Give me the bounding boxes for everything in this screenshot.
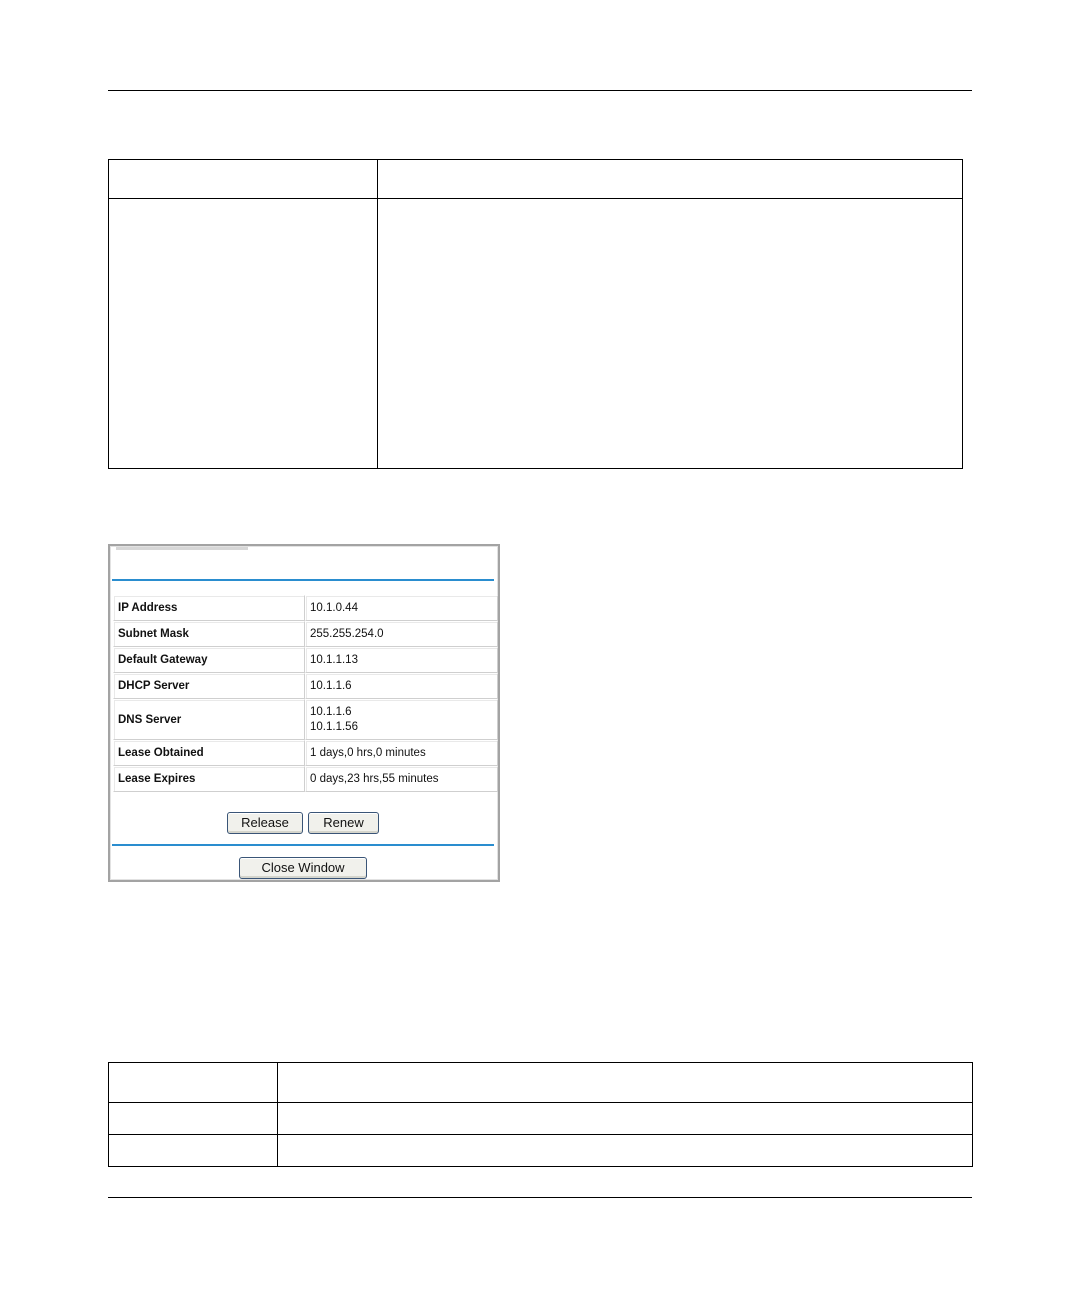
bottom-table-row2-cell-2 [278,1135,973,1167]
header-rule [108,90,972,91]
info-row-label: DHCP Server [113,673,305,699]
connection-status-dialog [108,544,500,882]
close-window-button[interactable]: Close Window [239,857,367,879]
info-row [113,699,498,740]
info-value-line: 10.1.0.44 [310,601,358,614]
info-row-value [305,673,498,699]
dialog-bottom-divider [112,844,494,846]
bottom-table-row1-cell-1 [109,1103,278,1135]
info-row-value [305,766,498,792]
info-row-label: DNS Server [113,699,305,740]
info-row [113,621,498,647]
top-table-header-cell-2 [378,160,963,199]
bottom-table-header-cell-2 [278,1063,973,1103]
top-table-header-cell-1 [109,160,378,199]
info-row-value [305,621,498,647]
footer-rule [108,1197,972,1198]
info-row [113,740,498,766]
info-value-line: 10.1.1.13 [310,653,358,666]
info-row-label: Subnet Mask [113,621,305,647]
connection-info-table [113,595,498,792]
info-value-line: 255.255.254.0 [310,627,384,640]
info-value-line: 10.1.1.6 [310,679,352,692]
top-table-body-cell-2 [378,199,963,469]
info-row-label: IP Address [113,595,305,621]
info-row-label: Default Gateway [113,647,305,673]
info-value-line: 1 days,0 hrs,0 minutes [310,746,426,759]
info-row-value [305,699,498,740]
renew-button[interactable]: Renew [308,812,379,834]
info-row-label: Lease Expires [113,766,305,792]
bottom-table-row1-cell-2 [278,1103,973,1135]
info-value-line: 10.1.1.56 [310,720,358,733]
top-doc-table [108,159,963,469]
top-table-body-cell-1 [109,199,378,469]
bottom-table-header-cell-1 [109,1063,278,1103]
dialog-top-divider [112,579,494,581]
info-row [113,673,498,699]
info-row [113,595,498,621]
dialog-title-strip [116,547,248,550]
info-row-value [305,595,498,621]
info-row-value [305,740,498,766]
info-value-line: 10.1.1.6 [310,705,352,718]
info-row-value [305,647,498,673]
release-button[interactable]: Release [227,812,303,834]
bottom-table-row2-cell-1 [109,1135,278,1167]
info-value-line: 0 days,23 hrs,55 minutes [310,772,439,785]
info-row [113,766,498,792]
info-row-label: Lease Obtained [113,740,305,766]
info-row [113,647,498,673]
bottom-doc-table [108,1062,973,1167]
